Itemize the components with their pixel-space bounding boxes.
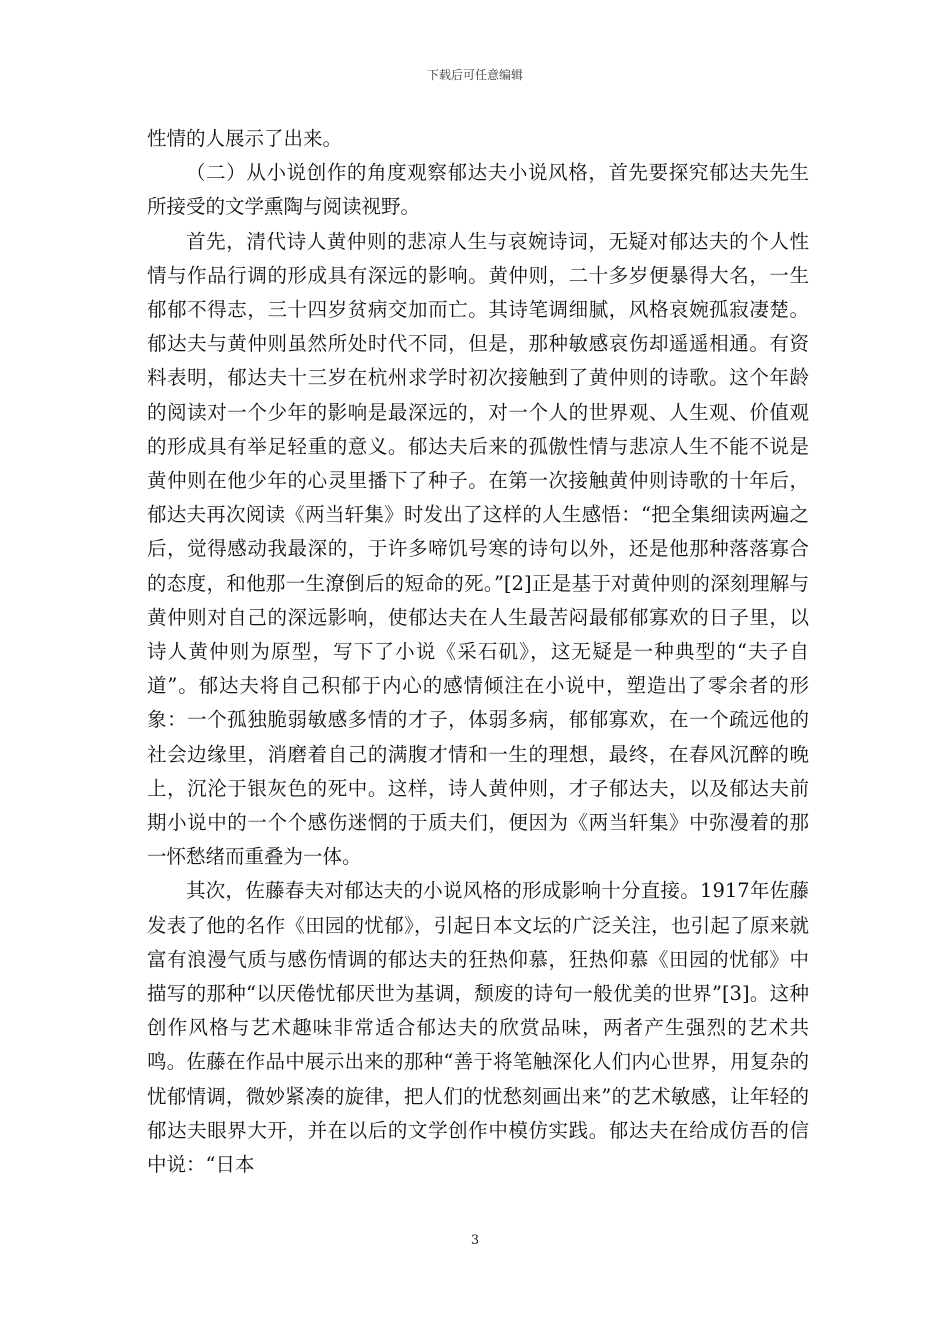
document-body (147, 122, 809, 1182)
paragraph-sato-haruo: 其次，佐藤春夫对郁达夫的小说风格的形成影响十分直接。1917年佐藤发表了他的名作《田园的忧郁》，引起日本文坛的广泛关注，也引起了原来就富有浪漫气质与感伤情调的郁达夫的狂热仰慕，狂热仰慕《田园的忧郁》中描写的那种“以厌倦忧郁厌世为基调，颓废的诗句一般优美的世界”[3]。这种创作风格与艺术趣味非常适合郁达夫的欣赏品味，两者产生强烈的艺术共鸣。佐藤在作品中展示出来的那种“善于将笔触深化人们内心世界，用复杂的忧郁情调，微妙紧凑的旋律，把人们的忧愁刻画出来”的艺术敏感，让年轻的郁达夫眼界大开，并在以后的文学创作中模仿实践。郁达夫在给成仿吾的信中说：“日本 (147, 879, 809, 1177)
page-header: 下载后可任意编辑 (426, 68, 523, 82)
paragraph-section-two: （二）从小说创作的角度观察郁达夫小说风格，首先要探究郁达夫先生所接受的文学熏陶与阅读视野。 (147, 161, 809, 219)
page-number: 3 (470, 1233, 480, 1248)
paragraph-continuation: 性情的人展示了出来。 (147, 127, 343, 150)
paragraph-huang-zhongze: 首先，清代诗人黄仲则的悲凉人生与哀婉诗词，无疑对郁达夫的个人性情与作品行调的形成具有深远的影响。黄仲则，二十多岁便暴得大名，一生郁郁不得志，三十四岁贫病交加而亡。其诗笔调细腻，风格哀婉孤寂凄楚。郁达夫与黄仲则虽然所处时代不同，但是，那种敏感哀伤却遥遥相通。有资料表明，郁达夫十三岁在杭州求学时初次接触到了黄仲则的诗歌。这个年龄的阅读对一个少年的影响是最深远的，对一个人的世界观、人生观、价值观的形成具有举足轻重的意义。郁达夫后来的孤傲性情与悲凉人生不能不说是黄仲则在他少年的心灵里播下了种子。在第一次接触黄仲则诗歌的十年后，郁达夫再次阅读《两当轩集》时发出了这样的人生感悟：“把全集细读两遍之后，觉得感动我最深的，于许多啼饥号寒的诗句以外，还是他那种落落寡合的态度，和他那一生潦倒后的短命的死。”[2]正是基于对黄仲则的深刻理解与黄仲则对自己的深远影响，使郁达夫在人生最苦闷最郁郁寡欢的日子里，以诗人黄仲则为原型，写下了小说《采石矶》，这无疑是一种典型的“夫子自道”。郁达夫将自己积郁于内心的感情倾注在小说中，塑造出了零余者的形象：一个孤独脆弱敏感多情的才子，体弱多病，郁郁寡欢，在一个疏远他的社会边缘里，消磨着自己的满腹才情和一生的理想，最终，在春风沉醉的晚上，沉沦于银灰色的死中。这样，诗人黄仲则，才子郁达夫，以及郁达夫前期小说中的一个个感伤迷惘的于质夫们，便因为《两当轩集》中弥漫着的那一怀愁绪而重叠为一体。 (147, 229, 809, 869)
